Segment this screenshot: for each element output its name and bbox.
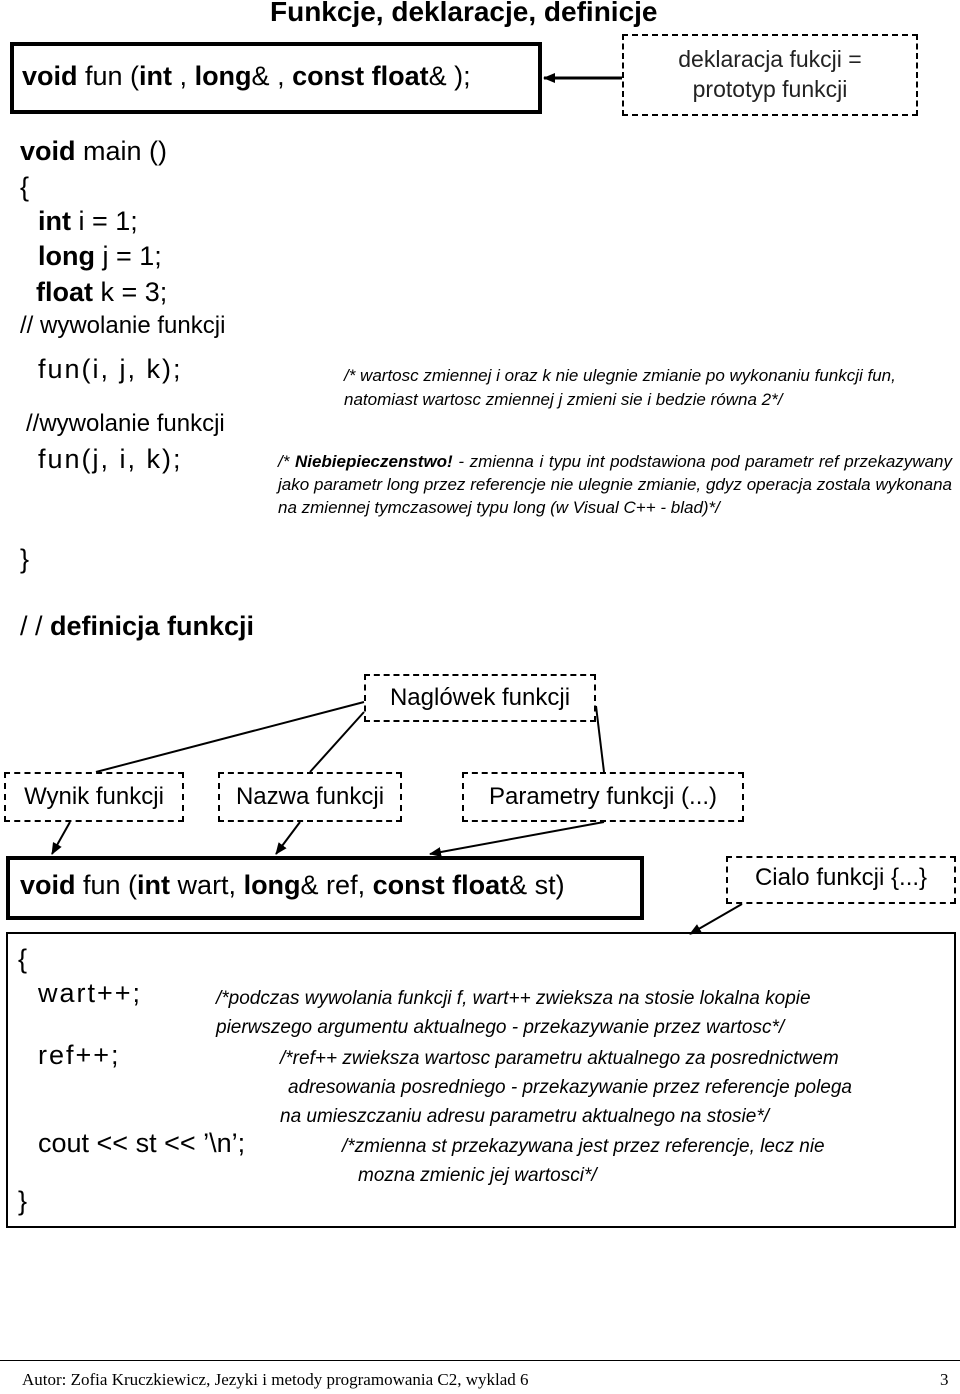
code-line-long: long j = 1; bbox=[38, 241, 162, 271]
comment-ref: /*ref++ zwieksza wartosc parametru aktualnego za posrednictwem adresowania posredniego - przekazywanie przez referencje polega na umieszczaniu adresu parametru aktualnego na stosie*/ bbox=[280, 1048, 852, 1127]
code-call-1: fun(i, j, k); bbox=[38, 354, 183, 384]
declaration-code: void fun (int , long& , const float& ); bbox=[22, 61, 471, 91]
page-title: Funkcje, deklaracje, definicje bbox=[270, 0, 658, 27]
comment-wart: /*podczas wywolania funkcji f, wart++ zwieksza na stosie lokalna kopie pierwszego argumentu aktualnego - przekazywanie przez wartosc*/ bbox=[216, 988, 811, 1038]
header-to-params-line bbox=[596, 706, 604, 772]
name-label: Nazwa funkcji bbox=[235, 783, 385, 810]
body-open-brace: { bbox=[18, 944, 28, 974]
code-wart-inc: wart++; bbox=[38, 978, 143, 1008]
header-label: Naglówek funkcji bbox=[389, 684, 571, 711]
comment-cout: /*zmienna st przekazywana jest przez referencje, lecz nie mozna zmienic jej wartosci*/ bbox=[342, 1136, 825, 1186]
params-label: Parametry funkcji (...) bbox=[488, 783, 718, 810]
result-label: Wynik funkcji bbox=[24, 783, 164, 810]
main-open-brace: { bbox=[20, 172, 30, 202]
code-call-2: fun(j, i, k); bbox=[38, 444, 183, 474]
footer-author: Autor: Zofia Kruczkiewicz, Jezyki i metody programowania C2, wyklad 6 bbox=[22, 1370, 529, 1389]
code-line-float: float k = 3; bbox=[36, 277, 168, 307]
code-comment-call: // wywolanie funkcji bbox=[20, 312, 226, 339]
body-arrow bbox=[690, 904, 742, 934]
name-arrow bbox=[276, 822, 300, 854]
header-to-result-line bbox=[96, 702, 364, 772]
code-line-int: int i = 1; bbox=[38, 206, 138, 236]
definition-heading: / / definicja funkcji bbox=[20, 611, 255, 641]
body-label: Cialo funkcji {...} bbox=[754, 864, 928, 891]
comment-call-1: /* wartosc zmiennej i oraz k nie ulegnie zmianie po wykonaniu funkcji fun, natomiast wartosc zmiennej j zmieni sie i bedzie równa 2*/ bbox=[344, 366, 896, 409]
footer-page-number: 3 bbox=[940, 1370, 949, 1389]
declaration-note: deklaracja fukcji = prototyp funkcji bbox=[678, 46, 862, 102]
main-close-brace: } bbox=[20, 544, 30, 574]
body-close-brace: } bbox=[18, 1186, 28, 1216]
header-to-name-line bbox=[310, 712, 364, 772]
main-signature: void main () bbox=[20, 136, 168, 166]
comment-call-2: /* Niebiepieczenstwo! - zmienna i typu int podstawiona pod parametr ref przekazywany jako parametr long przez referencje nie ulegnie zmianie, gdyz operacja zostala wykonana na zmiennej tymczasowej typu long (w Visual C++ - blad)*/ bbox=[278, 452, 952, 517]
code-comment-call-2: //wywolanie funkcji bbox=[26, 410, 225, 437]
result-arrow bbox=[52, 822, 70, 854]
code-ref-inc: ref++; bbox=[38, 1040, 121, 1070]
params-arrow bbox=[430, 822, 604, 854]
code-cout: cout << st << ’\n’; bbox=[38, 1128, 246, 1158]
definition-code: void fun (int wart, long& ref, const float& st) bbox=[20, 870, 565, 900]
